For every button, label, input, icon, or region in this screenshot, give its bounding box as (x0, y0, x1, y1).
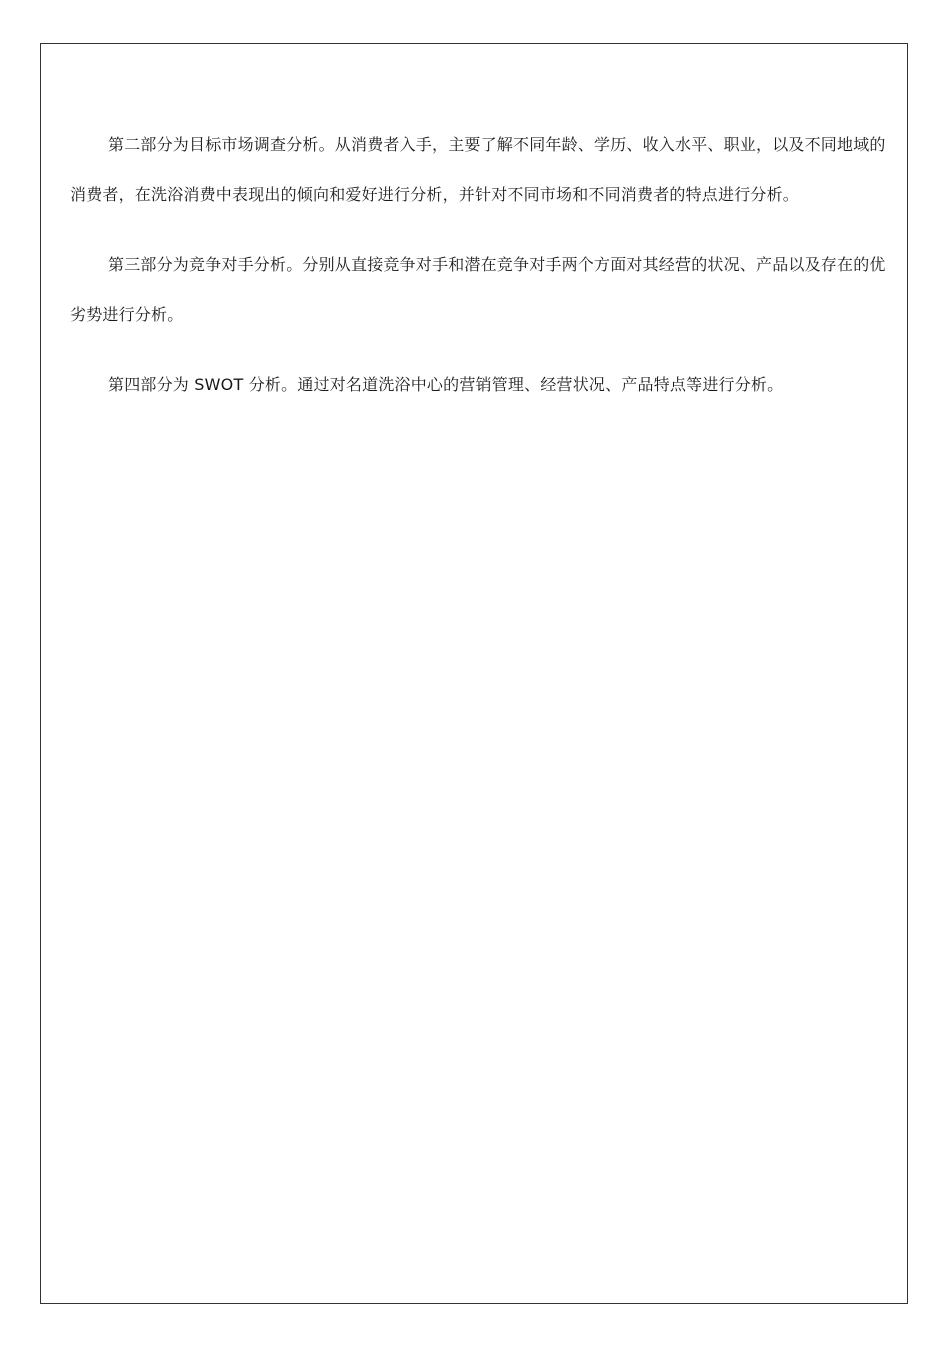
paragraph-competitor-analysis: 第三部分为竞争对手分析。分别从直接竞争对手和潜在竞争对手两个方面对其经营的状况、产品以及存在的优劣势进行分析。 (70, 255, 886, 324)
paragraph-swot-analysis: 第四部分为 SWOT 分析。通过对名道洗浴中心的营销管理、经营状况、产品特点等进行分析。 (108, 375, 784, 394)
paragraph-target-market-analysis: 第二部分为目标市场调查分析。从消费者入手，主要了解不同年龄、学历、收入水平、职业，以及不同地域的消费者，在洗浴消费中表现出的倾向和爱好进行分析，并针对不同市场和不同消费者的特点进行分析。 (70, 135, 886, 204)
document-body (70, 120, 900, 430)
